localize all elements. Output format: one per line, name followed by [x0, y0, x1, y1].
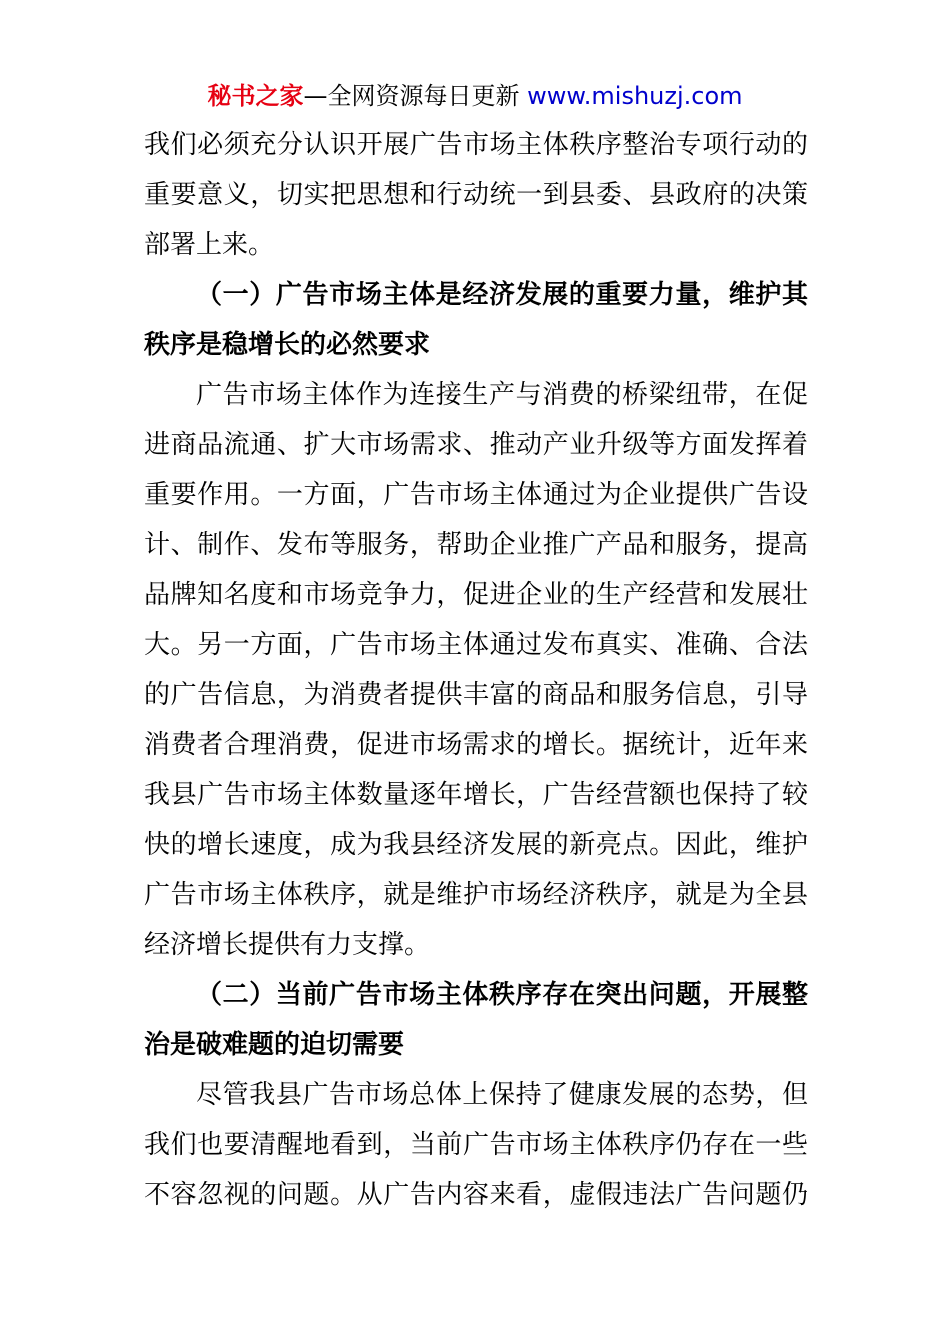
body-text-line: 计、制作、发布等服务，帮助企业推广产品和服务，提高 — [144, 530, 808, 560]
body-text-line: 经济增长提供有力支撑。 — [144, 930, 431, 960]
body-text-line: 重要作用。一方面，广告市场主体通过为企业提供广告设 — [144, 480, 808, 510]
body-text-line: 进商品流通、扩大市场需求、推动产业升级等方面发挥着 — [144, 430, 808, 460]
page-header — [0, 80, 950, 112]
header-site-link[interactable]: www.mishuzj.com — [527, 82, 743, 110]
section-heading-line: 秩序是稳增长的必然要求 — [144, 330, 431, 360]
body-text-line: 的广告信息，为消费者提供丰富的商品和服务信息，引导 — [144, 680, 808, 710]
header-tagline: —全网资源每日更新 — [303, 82, 528, 110]
body-text-line: 不容忽视的问题。从广告内容来看，虚假违法广告问题仍 — [144, 1180, 808, 1210]
header-brand: 秘书之家 — [207, 82, 304, 110]
section-heading-line: 治是破难题的迫切需要 — [144, 1030, 405, 1060]
body-text-line: 我们必须充分认识开展广告市场主体秩序整治专项行动的 — [144, 130, 808, 160]
body-text-line: 尽管我县广告市场总体上保持了健康发展的态势，但 — [196, 1080, 808, 1110]
body-text-line: 快的增长速度，成为我县经济发展的新亮点。因此，维护 — [144, 830, 808, 860]
body-text-line: 我们也要清醒地看到，当前广告市场主体秩序仍存在一些 — [144, 1130, 808, 1160]
body-text-line: 广告市场主体秩序，就是维护市场经济秩序，就是为全县 — [144, 880, 808, 910]
body-text-line: 大。另一方面，广告市场主体通过发布真实、准确、合法 — [144, 630, 808, 660]
body-text-line: 我县广告市场主体数量逐年增长，广告经营额也保持了较 — [144, 780, 808, 810]
body-text-line: 部署上来。 — [144, 230, 275, 260]
body-text-line: 消费者合理消费，促进市场需求的增长。据统计，近年来 — [144, 730, 808, 760]
document-body — [144, 120, 808, 1220]
body-text-line: 品牌知名度和市场竞争力，促进企业的生产经营和发展壮 — [144, 580, 808, 610]
body-text-line: 重要意义，切实把思想和行动统一到县委、县政府的决策 — [144, 180, 808, 210]
section-heading-line: （二）当前广告市场主体秩序存在突出问题，开展整 — [196, 980, 808, 1010]
body-text-line: 广告市场主体作为连接生产与消费的桥梁纽带，在促 — [196, 380, 808, 410]
section-heading-line: （一）广告市场主体是经济发展的重要力量，维护其 — [196, 280, 808, 310]
